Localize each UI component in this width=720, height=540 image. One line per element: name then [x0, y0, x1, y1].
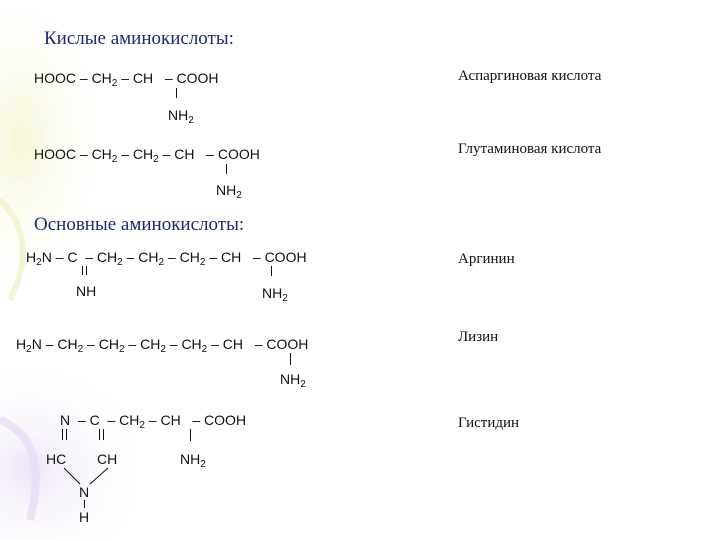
glutamic-formula: HOOC – $CH_2 - CH_2$ – CH – COOH — [34, 146, 260, 165]
lysine-formula: $H_2N - CH_2 - CH_2 - CH_2 - CH_2$ – CH – COOH — [16, 336, 309, 355]
histidine-ring-h: H — [79, 509, 90, 525]
lysine-name: Лизин — [458, 329, 499, 345]
histidine-ring-right: CH — [97, 451, 118, 467]
aspartic-bond — [176, 88, 177, 98]
histidine-amino: $NH_2$ — [180, 451, 206, 470]
basic-heading: Основные аминокислоты: — [34, 214, 245, 235]
histidine-bond — [190, 429, 191, 441]
aspartic-name: Аспаргиновая кислота — [458, 68, 602, 84]
acidic-heading: Кислые аминокислоты: — [44, 28, 234, 49]
arginine-amino: $NH_2$ — [262, 285, 288, 304]
arginine-bond — [271, 266, 272, 276]
arginine-formula: $H_2N$ – C – $CH_2 - CH_2 - CH_2$ – CH – COOH — [26, 249, 307, 268]
glutamic-bond — [226, 164, 227, 174]
histidine-ring-n: N — [79, 484, 90, 500]
lysine-amino: $NH_2$ — [280, 371, 306, 390]
aspartic-formula: HOOC – $CH_2$ – CH – COOH — [34, 70, 219, 89]
lysine-bond — [290, 353, 291, 365]
aspartic-amino: $NH_2$ — [168, 107, 194, 126]
arginine-name: Аргинин — [458, 251, 515, 267]
glutamic-amino: $NH_2$ — [216, 182, 242, 201]
histidine-name: Гистидин — [458, 415, 520, 431]
histidine-ring-left: HC — [46, 451, 67, 467]
arginine-double-bond — [82, 266, 87, 275]
histidine-right-double-bond — [99, 429, 104, 440]
histidine-formula: N – C – $CH_2$ – CH – COOH — [60, 412, 247, 431]
glutamic-name: Глутаминовая кислота — [458, 141, 602, 157]
histidine-nh-bond — [84, 500, 85, 508]
histidine-left-double-bond — [62, 429, 67, 440]
arginine-imino: NH — [76, 283, 97, 299]
